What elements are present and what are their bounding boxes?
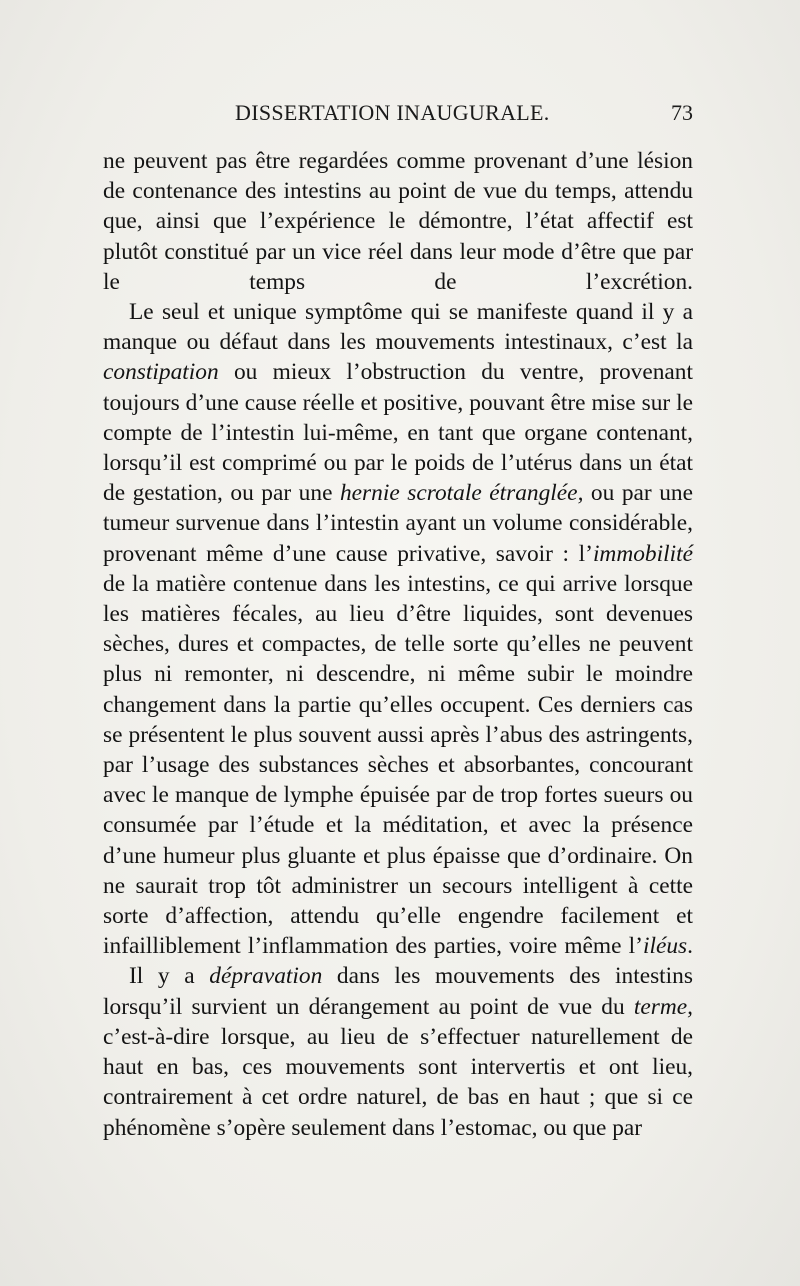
page-header (103, 100, 693, 136)
text-run: c’est-à-dire lorsque, au lieu de s’effectuer naturellement de haut en bas, ces mouvements sont intervertis et ont lieu, contrairement à cet ordre naturel, de bas en haut ; que si ce phénomène s’opère seulement dans l’estomac, ou que par (103, 1023, 693, 1141)
italic-text: hernie scrotale étranglée, (339, 480, 584, 507)
italic-text: terme, (633, 993, 693, 1020)
text-run: ne peuvent pas être regardées comme provenant d’une lésion de contenance des intestins au point de vue du temps, attendu que, ainsi que l’expérience le démontre, l’état affectif est plutôt constitué par un vice réel dans leur mode d’être que par le temps de l’excrétion. (103, 148, 693, 295)
italic-text: constipation (103, 359, 219, 386)
body-text (103, 146, 693, 1143)
italic-text: dépravation (209, 963, 323, 990)
text-run: ou par une tumeur survenue dans l’intestin ayant un volume considérable, provenant même d’une cause privative, savoir : l’ (103, 480, 693, 567)
italic-text: immobilité (592, 540, 693, 567)
text-run: . (687, 933, 693, 960)
paragraph-1 (103, 146, 693, 297)
text-run: dans les mouvements des intestins lorsqu’il survient un dérangement au point de vue du (103, 963, 693, 1020)
italic-text: iléus (642, 933, 688, 960)
paragraph-3 (103, 961, 693, 1142)
text-run: ou mieux l’obstruction du ventre, provenant toujours d’une cause réelle et positive, pouvant être mise sur le compte de l’intestin lui-même, en tant que organe contenant, lorsqu’il est comprimé ou par le poids de l’utérus dans un état de gestation, ou par une (103, 359, 693, 507)
text-run: de la matière contenue dans les intestins, ce qui arrive lorsque les matières fécales, au lieu d’être liquides, sont devenues sèches, dures et compactes, de telle sorte qu’elles ne peuvent plus ni remonter, ni descendre, ni même subir le moindre changement dans la partie qu’elles occupent. Ces derniers cas se présentent le plus souvent aussi après l’abus des astringents, par l’usage des substances sèches et absorbantes, concourant avec le manque de lymphe épuisée par de trop fortes sueurs ou consumée par l’étude et la méditation, et avec la présence d’une humeur plus gluante et plus épaisse que d’ordinaire. On ne saurait trop tôt administrer un secours intelligent à cette sorte d’affection, attendu qu’elle engendre facilement et infailliblement l’inflammation des parties, voire même l’ (103, 570, 693, 960)
text-run: Le seul et unique symptôme qui se manifeste quand il y a manque ou défaut dans les mouvements intestinaux, c’est la (103, 299, 693, 356)
paragraph-2 (103, 297, 693, 961)
text-run: Il y a (129, 963, 210, 990)
running-head: DISSERTATION INAUGURALE. (235, 100, 550, 125)
page-number: 73 (671, 100, 693, 125)
